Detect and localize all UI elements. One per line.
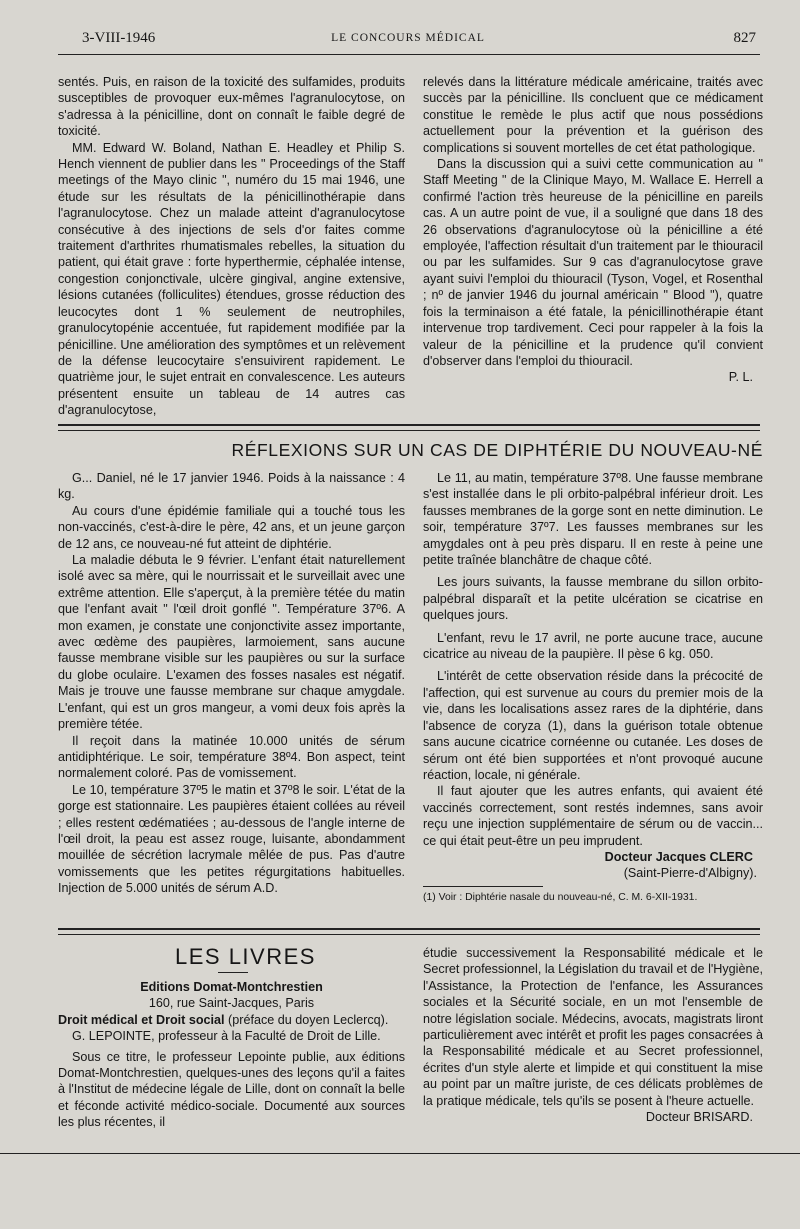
footnote: (1) Voir : Diphtérie nasale du nouveau-né, C. M. 6-XII-1931. [423,891,698,903]
paragraph: MM. Edward W. Boland, Nathan E. Headley et Philip S. Hench viennent de publier dans les " Proceedings of the Staff meetings of the Mayo clinic ", numéro du 15 mai 1946, une étude sur les résultats de la pénicillinothérapie dans l'agranulocytose. Chez un malade atteint d'agranulocytose consécutive à des injections de sels d'or faites comme traitement d'arthrites rhumatismales rebelles, la situation du patient, qui était grave : forte hyperthermie, céphalée intense, congestion conjonctivale, ulcère gingival, angine extensive, lésions cutanées (folliculites) étendues, grosse réduction des leucocytes dont 1 % seulement de neutrophiles, granulocytopénie accentuée, fut rapidement modifiée par la pénicilline. Une amélioration des symptômes et un relèvement de la défense leucocytaire s'ensuivirent rapidement. Le quatrième jour, le sujet entrait en convalescence. Les auteurs présentent ensuite un tableau de 14 autres cas d'agranulocytose, [58,140,405,418]
bottom-rule [0,1153,800,1154]
books-signature: Docteur BRISARD. [645,1110,753,1125]
paragraph: Le 11, au matin, température 37º8. Une fausse membrane s'est installée dans le pli orbito-palpébral inférieur droit. Les fausses membranes de la gorge sont en nette diminution. Le soir, température 37º7. Les fausses membranes sur les amygdales ont à peu près disparu. Il en reste à peine une petite traînée blanchâtre de chaque côté. [423,471,763,568]
paragraph: Sous ce titre, le professeur Lepointe publie, aux éditions Domat-Montchrestien, quelques-unes des leçons qu'il a faites à l'Institut de médecine légale de Lille, dont on connaît la belle et féconde activité médico-sociale. Documenté aux sources les plus récentes, il [58,1049,405,1130]
article2-left-column [58,470,405,897]
paragraph: Le 10, température 37º5 le matin et 37º8 le soir. L'état de la gorge est stationnaire. Les paupières étaient collées au réveil ; elles restent œdématiées ; au-dessous de l'angle interne de l'œil droit, la peau est assez rouge, luisante, abondamment mouillée de sécrétion lacrymale mêlée de pus. Pas d'autre vomissements que les petites régurgitations habituelles. Injection de 5.000 unités de sérum A.D. [58,782,405,896]
books-right-column [423,945,763,1125]
page-header [60,30,756,52]
publisher: Editions Domat-Montchrestien [140,980,323,994]
book-author: G. LEPOINTE, professeur à la Faculté de Droit de Lille. [72,1029,381,1044]
section-rule [58,430,760,431]
books-left-column [58,979,405,1131]
article2-right-column [423,470,763,905]
article2-title: RÉFLEXIONS SUR UN CAS DE DIPHTÉRIE DU NOUVEAU-NÉ [231,440,763,460]
paragraph: étudie successivement la Responsabilité médicale et le Secret professionnel, la Législation du travail et de l'Hygiène, l'Assistance, la Protection de l'enfance, les Assurances sociales et la Sécurité sociale, en un mot l'ensemble de notre législation sociale. Médecins, avocats, magistrats liront particulièrement avec intérêt et profit les pages consacrées à la Responsabilité médicale et au Secret professionnel, écrites d'un style alerte et limpide et qui constituent la mise au point par un maître juriste, de ces délicats problèmes de la pratique médicale, tels qu'ils se posent à l'heure actuelle. [423,946,763,1108]
paragraph: La maladie débuta le 9 février. L'enfant était naturellement isolé avec sa mère, qui le nourrissait et le surveillait avec une extrême attention. Elle s'aperçut, à la première tétée du matin que l'enfant avait " l'œil droit gonflé ". Température 37º6. A mon examen, je constate une conjonctivite assez importante, avec œdème des paupières, larmoiement, sans aucune fausse membrane visible sur les paupières ou sur la surface du globe oculaire. L'examen des fosses nasales est négatif. Mais je trouve une fausse membrane sur chaque amygdale. L'enfant, qui est un gros mangeur, a vomi deux fois après la première tétée. [58,553,405,732]
paragraph: Dans la discussion qui a suivi cette communication au " Staff Meeting " de la Clinique Mayo, M. Wallace E. Herrell a confirmé l'action très heureuse de la pénicilline en pareils cas. A un autre point de vue, il a souligné que dans 18 des 26 observations d'agranulocytose où la pénicilline a été employée, l'affection résultait d'un traitement par le thiouracil ou par les sulfamides. Sur 9 cas d'agranulocytose grave ayant suivi l'emploi du thiouracil (Tyson, Vogel, et Rosenthal ; nº de janvier 1946 du journal américain " Blood "), quatre fois la terminaison a été fatale, la pénicillinothérapie étant intervenue trop tardivement. Ceci pour rappeler à la fois la valeur de la pénicilline et la prudence qu'il convient d'observer dans l'emploi du thiouracil. [423,157,763,368]
page-number: 827 [733,30,756,46]
issue-date: 3-VIII-1946 [82,30,156,46]
paragraph: sentés. Puis, en raison de la toxicité des sulfamides, produits susceptibles de provoquer eux-mêmes l'agranulocytose, on s'adressa à la pénicilline, dont on connaît le faible degré de toxicité. [58,75,405,139]
article1-right-column [423,74,763,386]
publisher-address: 160, rue Saint-Jacques, Paris [148,996,315,1011]
paragraph: G... Daniel, né le 17 janvier 1946. Poids à la naissance : 4 kg. [58,471,405,502]
book-reference [58,1012,405,1028]
paragraph: L'enfant, revu le 17 avril, ne porte aucune trace, aucune cicatrice au niveau de la paupière. Il pèse 6 kg. 050. [423,630,763,662]
author-place: (Saint-Pierre-d'Albigny). [623,866,757,881]
books-section-title: LES LIVRES [175,944,316,969]
book-title: Droit médical et Droit social [58,1012,225,1027]
paragraph: Au cours d'une épidémie familiale qui a touché tous les non-vaccinés, c'est-à-dire le père, 42 ans, et un jeune garçon de 12 ans, ce nouveau-né fut atteint de diphtérie. [58,503,405,551]
journal-name: LE CONCOURS MÉDICAL [331,32,485,44]
title-underline [218,972,248,973]
book-note: (préface du doyen Leclercq). [224,1012,389,1027]
paragraph: L'intérêt de cette observation réside dans la précocité de l'affection, qui est survenue au cours du premier mois de la vie, dans les localisations assez rares de la diphtérie, dans l'absence de coryza (1), dans la guérison totale obtenue sans aucune cicatrice cornéenne ou cutanée. Les doses de sérum ont été bien supportées et n'ont provoqué aucune réaction, locale, ni générale. [423,669,763,782]
header-rule [58,54,760,55]
footnote-rule [423,886,543,887]
section-rule [58,928,760,930]
section-rule [58,934,760,935]
paragraph: relevés dans la littérature médicale américaine, traités avec succès par la pénicilline. Ils concluent que ce médicament constitue le remède le plus actif que nous possédions actuellement pour la prévention et la guérison des complications si souvent mortelles de cet état pathologique. [423,75,763,155]
article1-left-column [58,74,405,419]
author-name: Docteur Jacques CLERC [604,849,753,864]
section-rule [58,424,760,426]
article1-signature: P. L. [728,370,753,385]
paragraph: Les jours suivants, la fausse membrane du sillon orbito-palpébral disparaît et la petite ulcération se cicatrise en quelques jours. [423,575,763,623]
paragraph: Il faut ajouter que les autres enfants, qui avaient été vaccinés correctement, sont restés indemnes, sans avoir reçu une injection supplémentaire de sérum ou de vaccin... ce qui était peut-être un peu imprudent. [423,784,763,848]
paragraph: Il reçoit dans la matinée 10.000 unités de sérum antidiphtérique. Le soir, température 38º4. Bon aspect, teint normalement coloré. Pas de vomissement. [58,733,405,781]
